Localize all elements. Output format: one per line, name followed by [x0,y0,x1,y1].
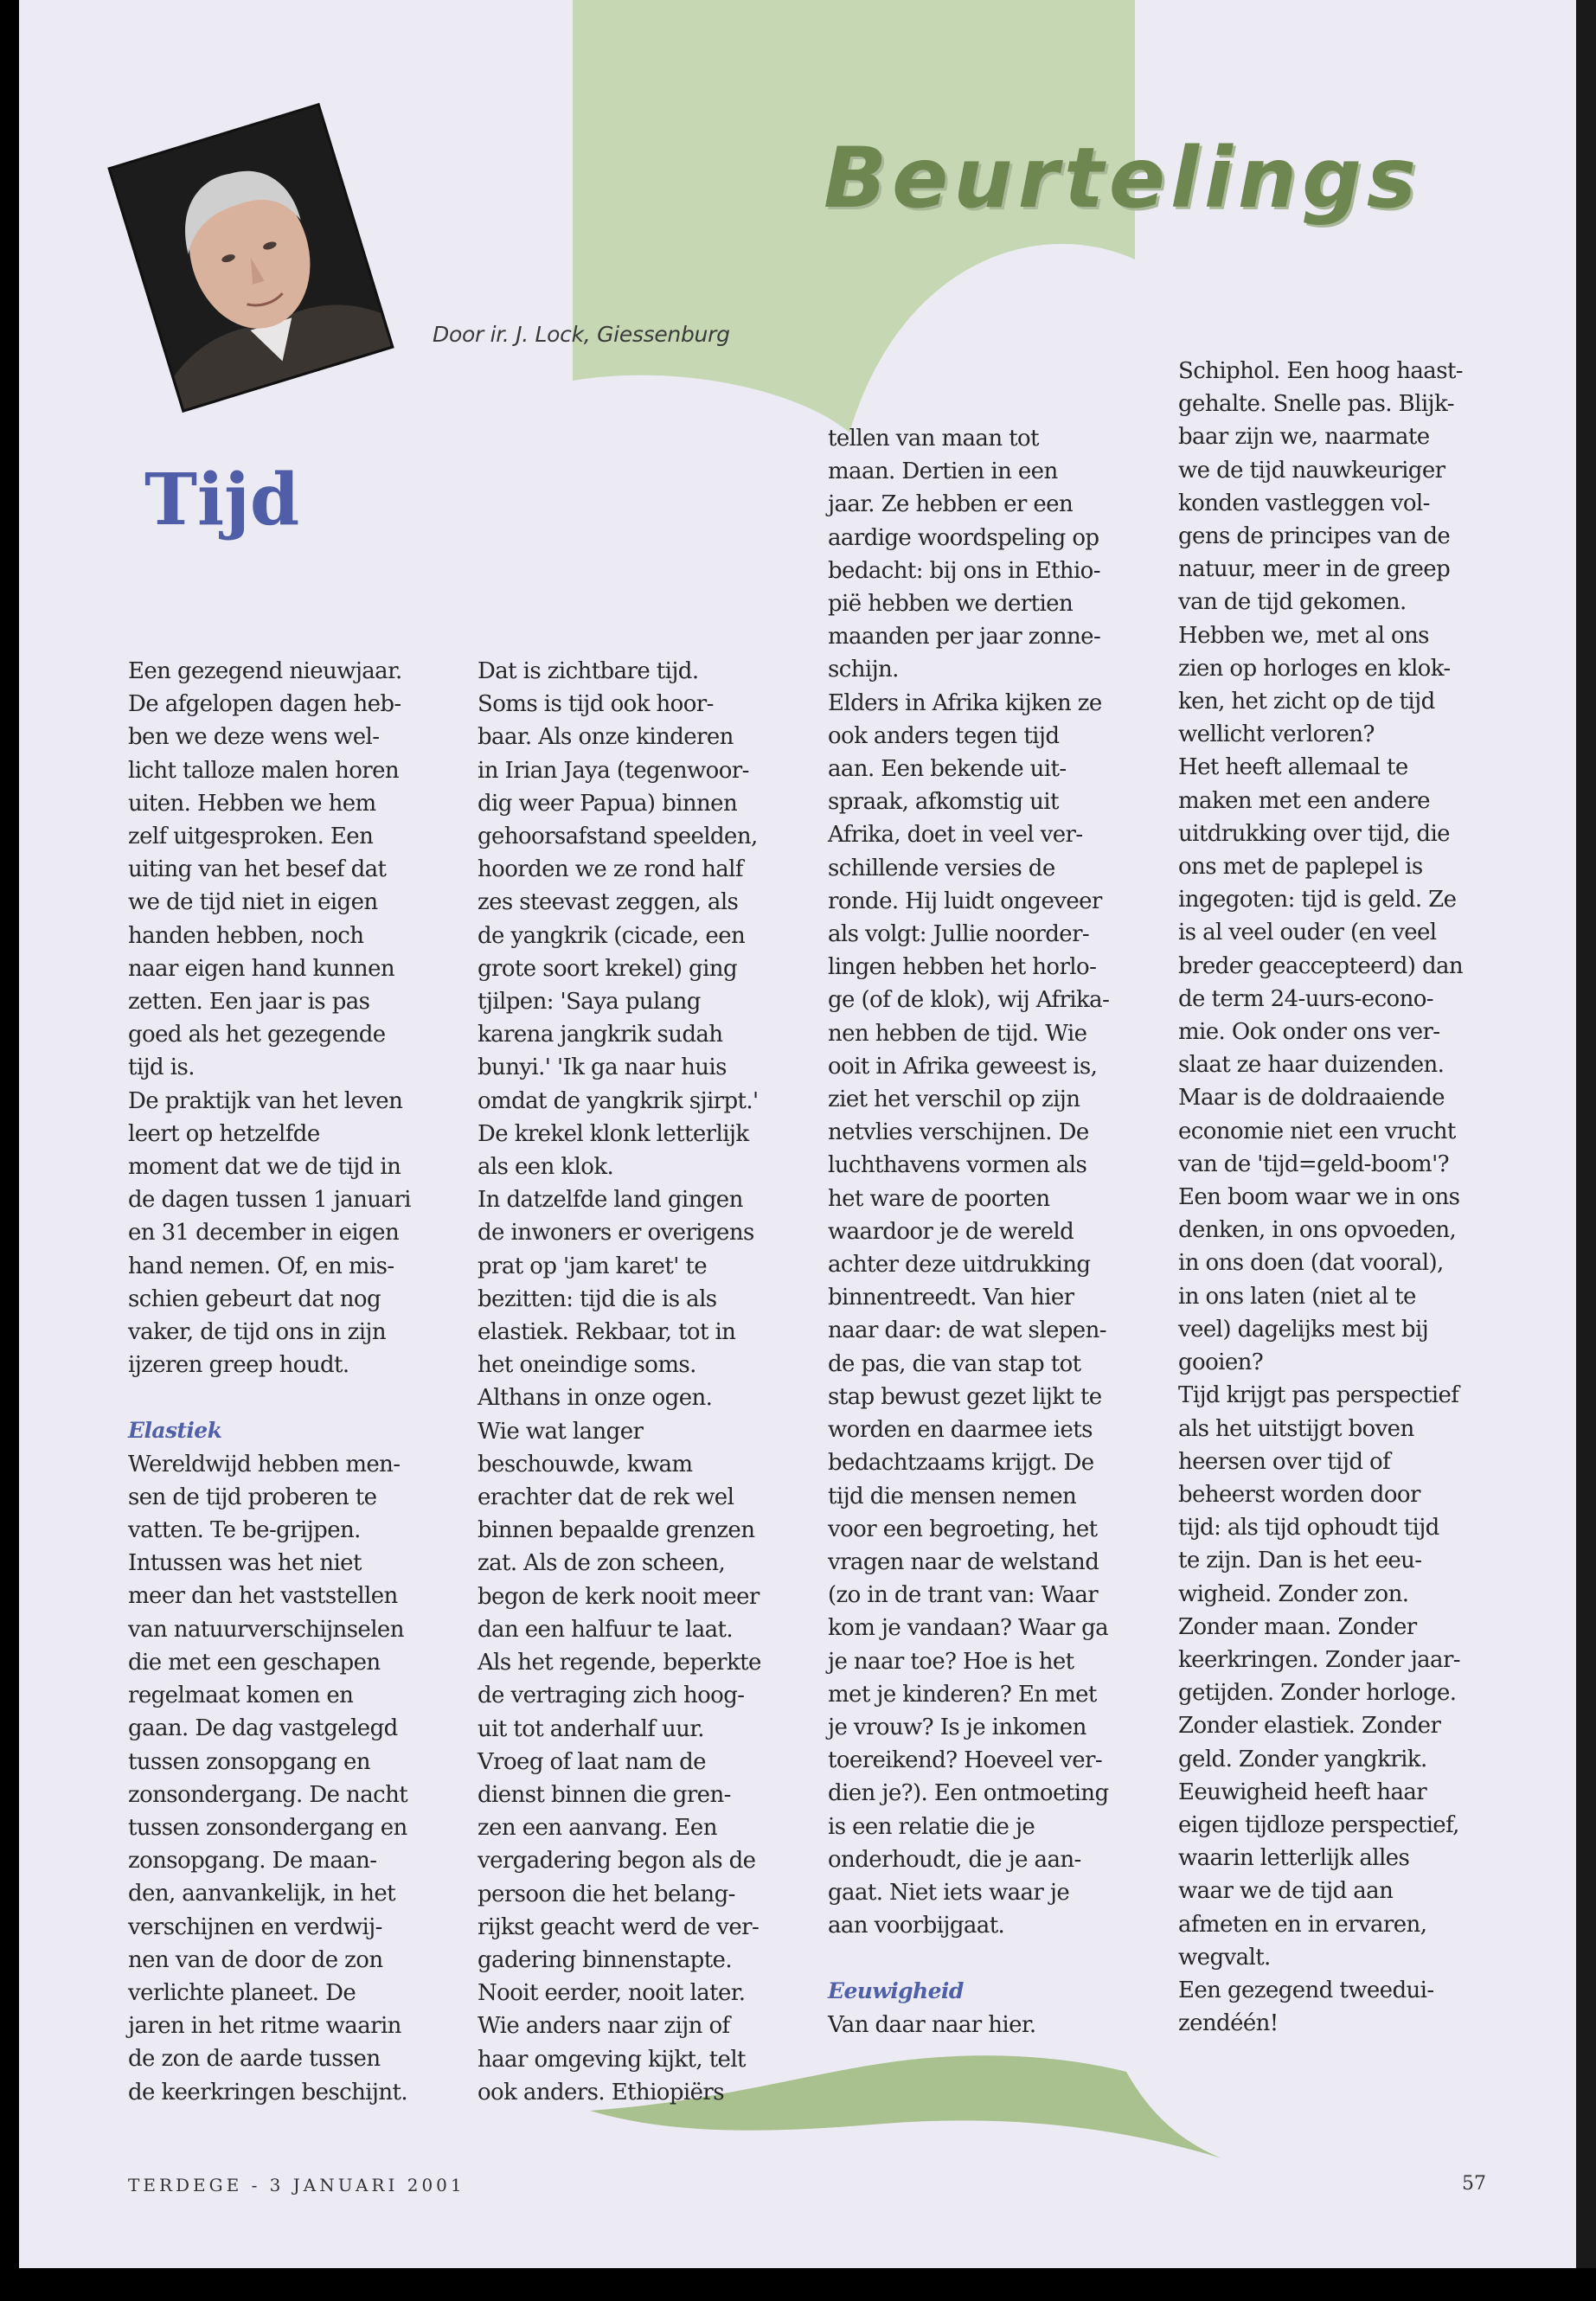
text-line: gaat. Niet iets waar je [828,1879,1070,1906]
text-line: hand nemen. Of, en mis- [128,1253,394,1279]
text-line: ziet het verschil op zijn [828,1086,1080,1113]
text-line: uiten. Hebben we hem [128,790,376,817]
column-1-lines [128,655,439,1381]
text-line: tussen zonsopgang en [128,1748,370,1775]
text-line: onderhoudt, die je aan- [828,1846,1081,1873]
text-line: veel) dagelijks mest bij [1178,1316,1429,1343]
text-line: Soms is tijd ook hoor- [478,691,714,718]
author-byline: Door ir. J. Lock, Giessenburg [433,322,730,347]
text-line: natuur, meer in de greep [1178,556,1451,583]
text-line: Wereldwijd hebben men- [128,1451,401,1477]
column-3b-lines [828,2009,1139,2041]
text-line: is een relatie die je [828,1813,1035,1840]
text-line: beschouwde, kwam [478,1451,693,1477]
text-line: zelf uitgesproken. Een [128,824,374,850]
text-line: netvlies verschijnen. De [828,1119,1089,1146]
text-line: maken met een andere [1178,787,1430,814]
text-line: heersen over tijd of [1178,1448,1391,1475]
text-line: In datzelfde land gingen [478,1187,743,1214]
text-line: tijd is. [128,1054,195,1081]
text-line: voor een begroeting, het [828,1516,1098,1542]
text-line: beheerst worden door [1178,1481,1420,1508]
text-line: achter deze uitdrukking [828,1252,1091,1279]
text-line: tijd: als tijd ophoudt tijd [1178,1515,1439,1541]
text-line: Althans in onze ogen. [478,1385,713,1412]
text-line: tussen zonsondergang en [128,1814,407,1841]
text-line: aan. Een bekende uit- [828,756,1067,783]
text-line: verlichte planeet. De [128,1979,356,2006]
text-line: baar zijn we, naarmate [1178,424,1430,451]
text-line: wegvalt. [1178,1944,1271,1971]
text-line: Schiphol. Een hoog haast- [1178,358,1463,384]
text-line: dien je?). Een ontmoeting [828,1780,1109,1807]
text-line: in Irian Jaya (tegenwoor- [478,757,749,784]
text-line: bezitten: tijd die is als [478,1285,717,1312]
text-line: we de tijd nauwkeuriger [1178,457,1445,484]
text-line: gens de principes van de [1178,523,1451,550]
text-line: Elders in Afrika kijken ze [828,689,1102,716]
text-line: uiting van het besef dat [128,856,387,883]
text-line: wigheid. Zonder zon. [1178,1580,1409,1607]
text-line: tellen van maan tot [828,426,1039,452]
text-line: De praktijk van het leven [128,1087,403,1114]
text-line: met je kinderen? En met [828,1681,1097,1708]
text-line: economie niet een vrucht [1178,1118,1456,1144]
text-line: hoorden we ze rond half [478,856,743,883]
page-number: 57 [1462,2173,1486,2195]
text-line: bunyi.' 'Ik ga naar huis [478,1054,727,1081]
text-line: van de tijd gekomen. [1178,589,1407,616]
text-line: binnen bepaalde grenzen [478,1517,755,1544]
text-line: handen hebben, noch [128,922,364,949]
text-line: Zonder elastiek. Zonder [1178,1713,1441,1740]
text-line: die met een geschapen [128,1649,381,1676]
text-line: Een boom waar we in ons [1178,1184,1460,1211]
text-line: zen een aanvang. Een [478,1815,717,1842]
text-line: de keerkringen beschijnt. [128,2079,408,2106]
text-line: als het uitstijgt boven [1178,1415,1414,1442]
text-line: slaat ze haar duizenden. [1178,1052,1445,1079]
text-line: De krekel klonk letterlijk [478,1120,749,1147]
text-line: ook anders. Ethiopiërs [478,2079,724,2106]
text-line: de zon de aarde tussen [128,2046,381,2073]
text-line: Dat is zichtbare tijd. [478,658,699,684]
text-line: konden vastleggen vol- [1178,490,1430,516]
text-line: afmeten en in ervaren, [1178,1911,1427,1938]
text-line: Van daar naar hier. [828,2011,1036,2038]
text-line: aan voorbijgaat. [828,1913,1005,1939]
text-line: karena jangkrik sudah [478,1022,723,1048]
column-1 [128,655,439,2109]
text-line: je vrouw? Is je inkomen [828,1714,1086,1740]
text-line: Wie anders naar zijn of [478,2013,730,2040]
text-line: gaan. De dag vastgelegd [128,1715,398,1742]
text-line: tijd die mensen nemen [828,1483,1077,1509]
text-line: breder geaccepteerd) dan [1178,952,1464,979]
text-line: ken, het zicht op de tijd [1178,689,1435,715]
text-line: ons met de paplepel is [1178,854,1423,881]
text-line: ook anders tegen tijd [828,722,1060,749]
bottom-edge-border [0,2268,1596,2301]
column-2-lines [478,655,789,2109]
text-line: als volgt: Jullie noorder- [828,921,1090,948]
text-line: spraak, afkomstig uit [828,789,1059,816]
text-line: in ons laten (niet al te [1178,1283,1416,1310]
text-line: ben we deze wens wel- [128,724,380,751]
text-line: in ons doen (dat vooral), [1178,1250,1444,1277]
text-line: (zo in de trant van: Waar [828,1582,1099,1609]
text-line: moment dat we de tijd in [128,1154,401,1181]
section-title: Beurtelings [824,130,1421,227]
text-line: dienst binnen die gren- [478,1781,731,1808]
text-line: regelmaat komen en [128,1682,354,1709]
column-4-lines [1178,355,1490,2040]
text-line: vragen naar de welstand [828,1548,1099,1575]
text-line: waardoor je de wereld [828,1218,1074,1245]
text-line: zonsondergang. De nacht [128,1781,408,1808]
text-line: Afrika, doet in veel ver- [828,822,1083,849]
text-line: dig weer Papua) binnen [478,790,738,817]
text-line: waar we de tijd aan [1178,1878,1394,1905]
text-line: binnentreedt. Van hier [828,1285,1074,1311]
text-line: ijzeren greep houdt. [128,1352,349,1379]
text-line: van de 'tijd=geld-boom'? [1178,1150,1449,1177]
text-line: naar daar: de wat slepen- [828,1317,1106,1344]
text-line: erachter dat de rek wel [478,1484,734,1511]
text-line: nen van de door de zon [128,1946,383,1973]
text-line: gadering binnenstapte. [478,1946,732,1973]
text-line: gehalte. Snelle pas. Blijk- [1178,391,1454,418]
text-line: uitdrukking over tijd, die [1178,820,1450,847]
text-line: Eeuwigheid heeft haar [1178,1779,1427,1805]
article-title: Tijd [144,458,300,542]
text-line: we de tijd niet in eigen [128,889,378,916]
column-3-lines [828,422,1139,1942]
column-4 [1178,355,1490,2040]
text-line: lingen hebben het horlo- [828,954,1097,981]
text-line: zendéén! [1178,2010,1279,2037]
text-line: pië hebben we dertien [828,591,1074,618]
text-line: luchthavens vormen als [828,1152,1087,1179]
text-line: de yangkrik (cicade, een [478,922,746,949]
text-line: ronde. Hij luidt ongeveer [828,888,1102,914]
text-line: Vroeg of laat nam de [478,1748,706,1775]
text-line: van natuurverschijnselen [128,1616,404,1643]
text-line: dan een halfuur te laat. [478,1616,734,1643]
text-line: ooit in Afrika geweest is, [828,1053,1098,1080]
text-line: Intussen was het niet [128,1550,362,1577]
text-line: zien op horloges en klok- [1178,655,1451,682]
text-line: baar. Als onze kinderen [478,724,734,751]
text-line: eigen tijdloze perspectief, [1178,1811,1459,1838]
text-line: jaren in het ritme waarin [128,2013,401,2040]
text-line: wellicht verloren? [1178,721,1375,748]
text-line: Een gezegend tweedui- [1178,1977,1434,2003]
text-line: nen hebben de tijd. Wie [828,1020,1087,1047]
text-line: elastiek. Rekbaar, tot in [478,1319,736,1346]
text-line: bedachtzaams krijgt. De [828,1450,1094,1477]
publication-footer: TERDEGE - 3 JANUARI 2001 [128,2175,465,2195]
text-line: zat. Als de zon scheen, [478,1550,726,1577]
text-line: grote soort krekel) ging [478,955,737,982]
magazine-page [19,0,1576,2268]
column-1b-lines [128,1448,439,2109]
column-3 [828,422,1139,2041]
text-line: Zonder maan. Zonder [1178,1613,1417,1640]
text-line: keerkringen. Zonder jaar- [1178,1646,1460,1673]
text-line: den, aanvankelijk, in het [128,1881,396,1907]
text-line: worden en daarmee iets [828,1417,1093,1444]
text-line: als een klok. [478,1154,614,1181]
text-line: schien gebeurt dat nog [128,1285,381,1312]
text-line: rijkst geacht werd de ver- [478,1913,760,1940]
text-line: licht talloze malen horen [128,757,400,784]
text-line: Tijd krijgt pas perspectief [1178,1382,1459,1409]
text-line: ingegoten: tijd is geld. Ze [1178,887,1457,913]
text-line: uit tot anderhalf uur. [478,1715,704,1742]
text-line: jaar. Ze hebben er een [828,491,1074,518]
text-line: Hebben we, met al ons [1178,622,1429,649]
text-line: Het heeft allemaal te [1178,754,1408,781]
text-line: ge (of de klok), wij Afrika- [828,987,1110,1014]
text-line: denken, in ons opvoeden, [1178,1217,1457,1244]
text-line: aardige woordspeling op [828,524,1099,551]
text-line: persoon die het belang- [478,1881,735,1907]
subheading-eeuwigheid: Eeuwigheid [828,1978,964,2004]
text-line: haar omgeving kijkt, telt [478,2046,746,2073]
text-line: het ware de poorten [828,1185,1050,1212]
text-line: de vertraging zich hoog- [478,1682,745,1709]
text-line: maanden per jaar zonne- [828,624,1101,651]
text-line: je naar toe? Hoe is het [828,1648,1074,1675]
text-line: is al veel ouder (en veel [1178,920,1437,946]
text-line: sen de tijd proberen te [128,1484,377,1510]
text-line: toereikend? Hoeveel ver- [828,1747,1102,1774]
text-line: het oneindige soms. [478,1352,696,1379]
text-line: de inwoners er overigens [478,1220,754,1247]
text-line: mie. Ook onder ons ver- [1178,1019,1440,1046]
text-line: bedacht: bij ons in Ethio- [828,557,1100,584]
column-2 [478,655,789,2109]
text-line: De afgelopen dagen heb- [128,691,401,718]
text-line: naar eigen hand kunnen [128,955,395,982]
subheading-elastiek: Elastiek [128,1418,222,1444]
text-line: en 31 december in eigen [128,1220,400,1247]
text-line: kom je vandaan? Waar ga [828,1615,1109,1642]
text-line: de dagen tussen 1 januari [128,1187,411,1214]
text-line: schillende versies de [828,855,1055,881]
text-line: zonsopgang. De maan- [128,1848,377,1875]
text-line: vergadering begon als de [478,1848,756,1875]
text-line: zetten. Een jaar is pas [128,989,370,1016]
left-edge-border [0,0,19,2301]
text-line: Nooit eerder, nooit later. [478,1980,746,2007]
text-line: maan. Dertien in een [828,458,1058,485]
text-line: schijn. [828,657,899,683]
text-line: Een gezegend nieuwjaar. [128,658,402,684]
text-line: Maar is de doldraaiende [1178,1085,1445,1112]
text-line: leert op hetzelfde [128,1120,320,1147]
text-line: verschijnen en verdwij- [128,1913,382,1940]
text-line: gehoorsafstand speelden, [478,824,758,850]
text-line: goed als het gezegende [128,1022,386,1048]
text-line: stap bewust gezet lijkt te [828,1383,1102,1410]
text-line: de pas, die van stap tot [828,1350,1081,1377]
text-line: prat op 'jam karet' te [478,1253,708,1279]
text-line: geld. Zonder yangkrik. [1178,1746,1427,1772]
text-line: de term 24-uurs-econo- [1178,985,1433,1012]
text-line: gooien? [1178,1349,1264,1376]
text-line: vatten. Te be-grijpen. [128,1517,361,1544]
text-line: Als het regende, beperkte [478,1650,761,1676]
text-line: te zijn. Dan is het eeu- [1178,1548,1422,1574]
text-line: vaker, de tijd ons in zijn [128,1319,387,1346]
text-line: tjilpen: 'Saya pulang [478,989,701,1016]
text-line: waarin letterlijk alles [1178,1845,1410,1872]
text-line: getijden. Zonder horloge. [1178,1680,1457,1707]
text-line: zes steevast zeggen, als [478,889,739,916]
text-line: Wie wat langer [478,1418,644,1445]
text-line: begon de kerk nooit meer [478,1583,760,1610]
text-line: omdat de yangkrik sjirpt.' [478,1087,759,1114]
text-line: meer dan het vaststellen [128,1583,398,1610]
